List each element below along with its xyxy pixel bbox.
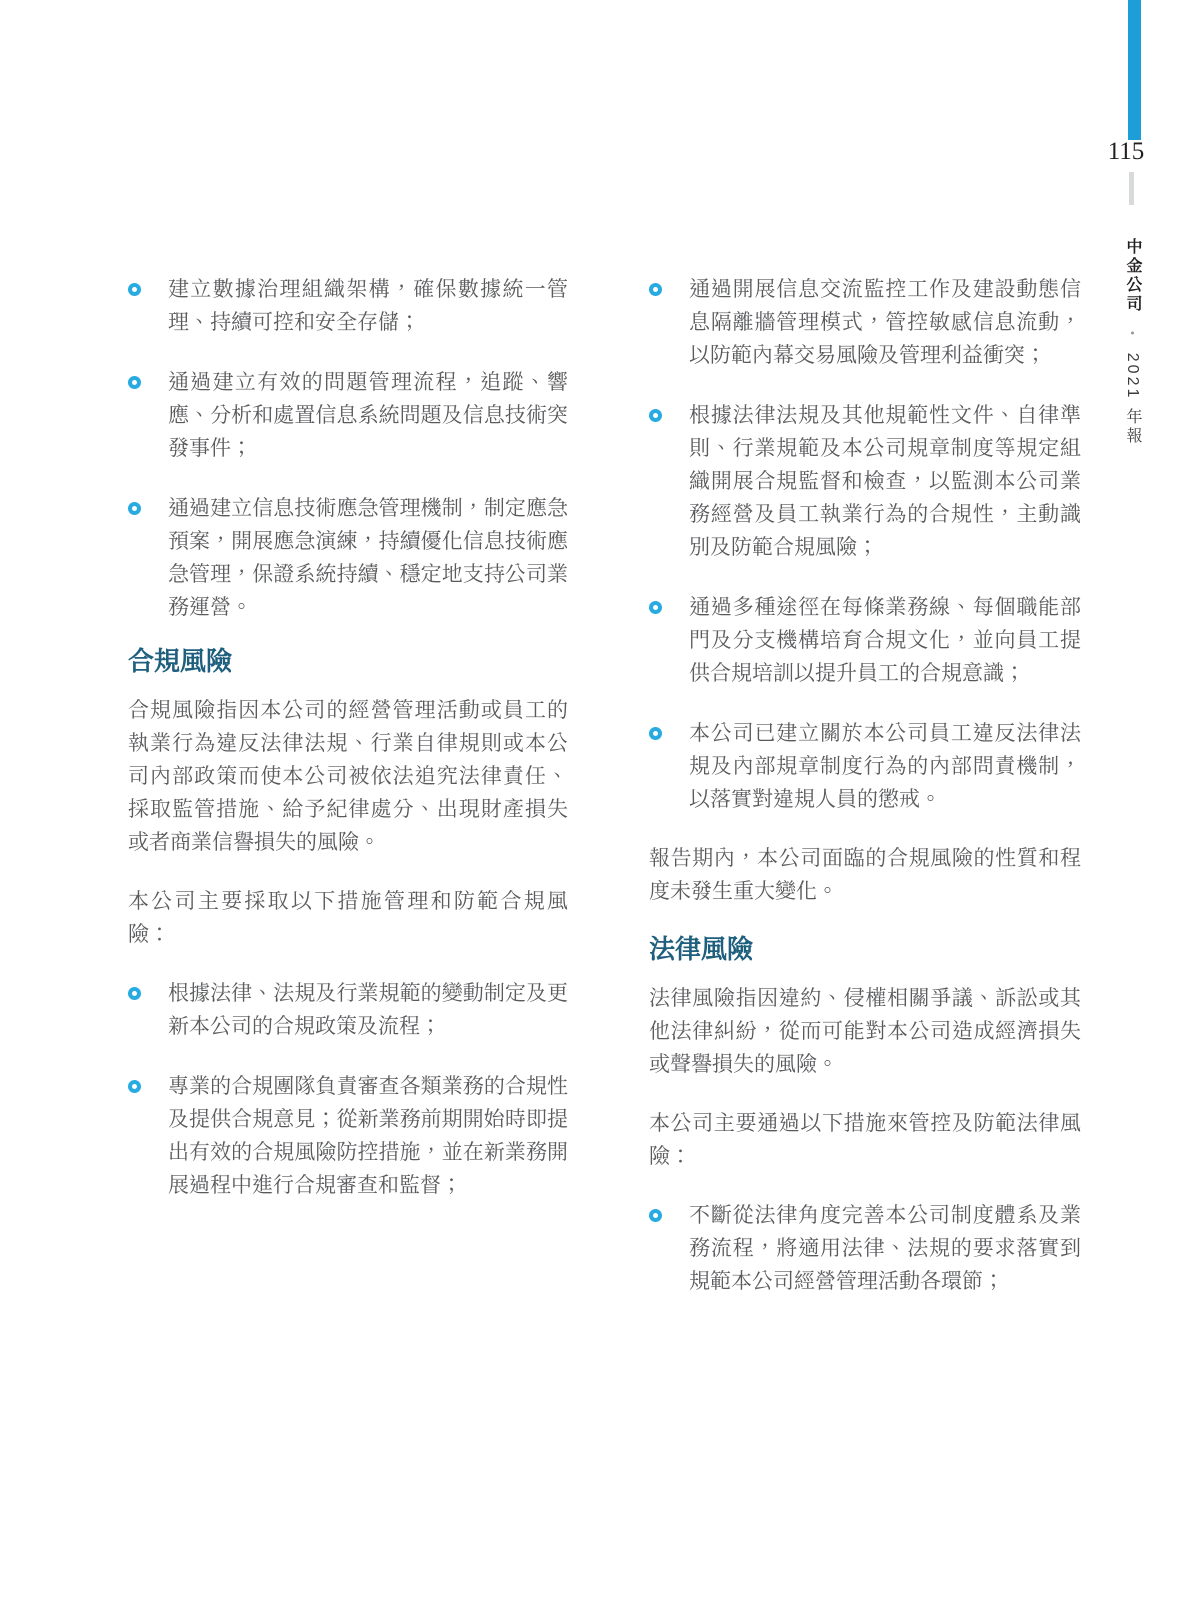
compliance-measures-list-continued	[649, 273, 1081, 816]
list-item	[128, 273, 568, 339]
section-title-legal-risk: 法律風險	[649, 934, 754, 964]
legal-risk-definition: 法律風險指因違約、侵權相關爭議、訴訟或其他法律糾紛，從而可能對本公司造成經濟損失或聲譽損失的風險。	[649, 987, 1081, 1076]
compliance-measures-list	[128, 977, 568, 1202]
list-item-text: 專業的合規團隊負責審查各類業務的合規性及提供合規意見；從新業務前期開始時即提出有效的合規風險防控措施，並在新業務開展過程中進行合規審查和監督；	[168, 1075, 568, 1197]
bullet-ring-icon	[128, 987, 141, 1000]
compliance-measures-intro: 本公司主要採取以下措施管理和防範合規風險：	[128, 890, 568, 946]
bullet-ring-icon	[649, 601, 662, 614]
list-item-text: 不斷從法律角度完善本公司制度體系及業務流程，將適用法律、法規的要求落實到規範本公司經營管理活動各環節；	[689, 1204, 1081, 1293]
it-risk-measures-list	[128, 273, 568, 624]
list-item-text: 通過多種途徑在每條業務線、每個職能部門及分支機構培育合規文化，並向員工提供合規培訓以提升員工的合規意識；	[689, 596, 1081, 685]
separator-dot-icon: •	[1126, 331, 1138, 336]
accent-bar	[1128, 0, 1141, 140]
list-item	[128, 977, 568, 1043]
list-item	[128, 1070, 568, 1202]
bullet-ring-icon	[649, 409, 662, 422]
list-item	[649, 399, 1081, 564]
list-item-text: 本公司已建立關於本公司員工違反法律法規及內部規章制度行為的內部問責機制，以落實對違規人員的懲戒。	[689, 722, 1081, 811]
legal-measures-intro: 本公司主要通過以下措施來管控及防範法律風險：	[649, 1112, 1081, 1168]
bullet-ring-icon	[128, 502, 141, 515]
right-column	[649, 273, 1081, 1298]
side-caption	[1121, 238, 1144, 446]
page-number: 115	[1107, 138, 1145, 165]
compliance-risk-definition: 合規風險指因本公司的經營管理活動或員工的執業行為違反法律法規、行業自律規則或本公司內部政策而使本公司被依法追究法律責任、採取監管措施、給予紀律處分、出現財產損失或者商業信譽損失的風險。	[128, 699, 568, 854]
report-year: 2021 年報	[1124, 352, 1141, 446]
list-item-text: 根據法律法規及其他規範性文件、自律準則、行業規範及本公司規章制度等規定組織開展合規監督和檢查，以監測本公司業務經營及員工執業行為的合規性，主動識別及防範合規風險；	[689, 404, 1081, 559]
list-item-text: 建立數據治理組織架構，確保數據統一管理、持續可控和安全存儲；	[168, 278, 568, 334]
bullet-ring-icon	[128, 283, 141, 296]
page-number-divider	[1129, 172, 1134, 205]
bullet-ring-icon	[649, 1209, 662, 1222]
list-item	[128, 366, 568, 465]
left-column	[128, 273, 568, 1202]
bullet-ring-icon	[649, 283, 662, 296]
list-item-text: 通過開展信息交流監控工作及建設動態信息隔離牆管理模式，管控敏感信息流動，以防範內幕交易風險及管理利益衝突；	[689, 278, 1081, 367]
list-item	[128, 492, 568, 624]
bullet-ring-icon	[128, 376, 141, 389]
list-item	[649, 273, 1081, 372]
list-item	[649, 591, 1081, 690]
compliance-risk-closing: 報告期內，本公司面臨的合規風險的性質和程度未發生重大變化。	[649, 847, 1081, 903]
bullet-ring-icon	[128, 1080, 141, 1093]
brand-name: 中金公司	[1124, 238, 1141, 314]
list-item-text: 通過建立有效的問題管理流程，追蹤、響應、分析和處置信息系統問題及信息技術突發事件；	[168, 371, 568, 460]
list-item-text: 通過建立信息技術應急管理機制，制定應急預案，開展應急演練，持續優化信息技術應急管理，保證系統持續、穩定地支持公司業務運營。	[168, 497, 568, 619]
section-title-compliance-risk: 合規風險	[128, 646, 233, 676]
list-item	[649, 717, 1081, 816]
legal-measures-list	[649, 1199, 1081, 1298]
list-item	[649, 1199, 1081, 1298]
bullet-ring-icon	[649, 727, 662, 740]
list-item-text: 根據法律、法規及行業規範的變動制定及更新本公司的合規政策及流程；	[168, 982, 568, 1038]
